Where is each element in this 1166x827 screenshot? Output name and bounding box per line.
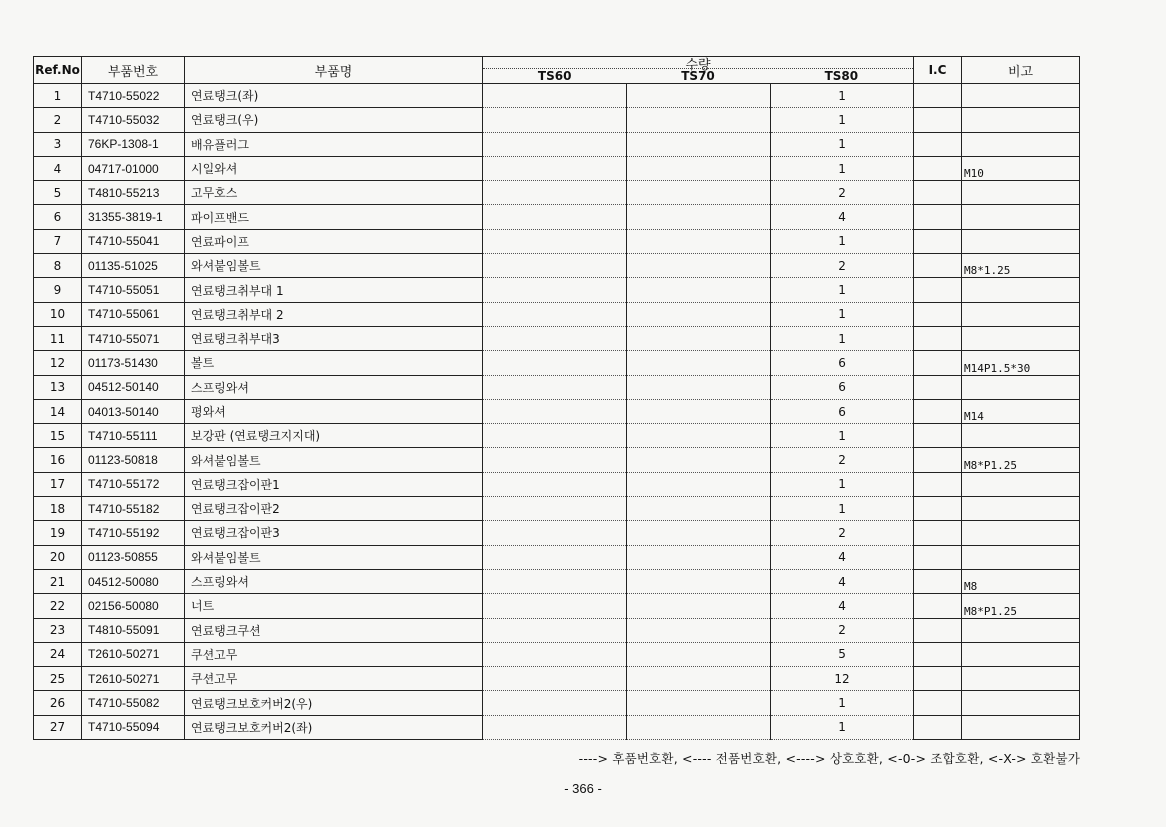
qty-ts60-cell xyxy=(483,84,627,108)
ref-cell: 21 xyxy=(34,569,82,593)
part-number-cell: 01123-50818 xyxy=(82,448,185,472)
header-model-ts60: TS60 xyxy=(537,69,572,83)
qty-ts80-cell: 1 xyxy=(771,156,914,180)
table-row xyxy=(34,326,1080,350)
qty-ts70-cell xyxy=(627,84,771,108)
ic-cell xyxy=(914,594,962,618)
part-number-cell: T2610-50271 xyxy=(82,667,185,691)
qty-ts80-cell: 1 xyxy=(771,326,914,350)
qty-ts80-cell: 6 xyxy=(771,375,914,399)
qty-ts60-cell xyxy=(483,229,627,253)
note-cell xyxy=(962,472,1080,496)
header-note: 비고 xyxy=(962,57,1080,84)
part-name-cell: 스프링와셔 xyxy=(185,375,483,399)
table-row xyxy=(34,229,1080,253)
qty-ts80-cell: 1 xyxy=(771,108,914,132)
qty-ts80-cell: 4 xyxy=(771,545,914,569)
table-row xyxy=(34,399,1080,423)
qty-ts70-cell xyxy=(627,545,771,569)
qty-ts70-cell xyxy=(627,691,771,715)
ic-cell xyxy=(914,399,962,423)
ic-cell xyxy=(914,351,962,375)
note-cell xyxy=(962,618,1080,642)
note-cell xyxy=(962,424,1080,448)
qty-ts60-cell xyxy=(483,497,627,521)
part-number-cell: 01123-50855 xyxy=(82,545,185,569)
qty-ts80-cell: 5 xyxy=(771,642,914,666)
note-cell xyxy=(962,132,1080,156)
ref-cell: 6 xyxy=(34,205,82,229)
header-quantity-label: 수량 xyxy=(685,58,711,73)
note-cell xyxy=(962,181,1080,205)
ref-cell: 8 xyxy=(34,254,82,278)
ref-cell: 18 xyxy=(34,497,82,521)
note-cell xyxy=(962,545,1080,569)
qty-ts60-cell xyxy=(483,326,627,350)
page-number: - 366 - xyxy=(564,781,602,796)
ic-cell xyxy=(914,156,962,180)
part-number-cell: T4710-55192 xyxy=(82,521,185,545)
note-cell xyxy=(962,302,1080,326)
ic-cell xyxy=(914,205,962,229)
part-number-cell: T4710-55061 xyxy=(82,302,185,326)
part-name-cell: 시일와셔 xyxy=(185,156,483,180)
ic-cell xyxy=(914,545,962,569)
ref-cell: 25 xyxy=(34,667,82,691)
part-name-cell: 연료탱크보호커버2(좌) xyxy=(185,715,483,739)
qty-ts60-cell xyxy=(483,448,627,472)
ref-cell: 17 xyxy=(34,472,82,496)
part-name-cell: 연료탱크잡이판3 xyxy=(185,521,483,545)
part-number-cell: T4710-55032 xyxy=(82,108,185,132)
table-row xyxy=(34,132,1080,156)
qty-ts60-cell xyxy=(483,545,627,569)
qty-ts80-cell: 6 xyxy=(771,399,914,423)
ref-cell: 27 xyxy=(34,715,82,739)
ref-cell: 10 xyxy=(34,302,82,326)
qty-ts60-cell xyxy=(483,375,627,399)
interchange-legend: ----> 후품번호환, <---- 전품번호환, <----> 상호호환, <-0-> 조합호환, <-X-> 호환불가 xyxy=(578,751,1080,766)
ic-cell xyxy=(914,497,962,521)
part-name-cell: 와셔붙임볼트 xyxy=(185,448,483,472)
qty-ts60-cell xyxy=(483,254,627,278)
table-row xyxy=(34,84,1080,108)
qty-ts70-cell xyxy=(627,521,771,545)
part-name-cell: 와셔붙임볼트 xyxy=(185,545,483,569)
part-name-cell: 파이프밴드 xyxy=(185,205,483,229)
header-part-no: 부품번호 xyxy=(82,57,185,84)
qty-ts70-cell xyxy=(627,448,771,472)
ref-cell: 9 xyxy=(34,278,82,302)
part-number-cell: T4810-55091 xyxy=(82,618,185,642)
part-number-cell: T4710-55111 xyxy=(82,424,185,448)
note-cell xyxy=(962,326,1080,350)
ic-cell xyxy=(914,642,962,666)
part-name-cell: 연료탱크(우) xyxy=(185,108,483,132)
qty-ts60-cell xyxy=(483,667,627,691)
qty-ts70-cell xyxy=(627,424,771,448)
note-cell xyxy=(962,497,1080,521)
part-name-cell: 연료탱크취부대 1 xyxy=(185,278,483,302)
ref-cell: 16 xyxy=(34,448,82,472)
part-name-cell: 고무호스 xyxy=(185,181,483,205)
qty-ts60-cell xyxy=(483,424,627,448)
qty-ts70-cell xyxy=(627,618,771,642)
qty-ts70-cell xyxy=(627,205,771,229)
table-row xyxy=(34,472,1080,496)
ref-cell: 14 xyxy=(34,399,82,423)
part-number-cell: 01173-51430 xyxy=(82,351,185,375)
part-number-cell: T4710-55172 xyxy=(82,472,185,496)
qty-ts70-cell xyxy=(627,472,771,496)
qty-ts60-cell xyxy=(483,351,627,375)
qty-ts70-cell xyxy=(627,254,771,278)
ic-cell xyxy=(914,569,962,593)
part-name-cell: 연료탱크(좌) xyxy=(185,84,483,108)
part-number-cell: 04013-50140 xyxy=(82,399,185,423)
note-cell xyxy=(962,108,1080,132)
qty-ts80-cell: 1 xyxy=(771,497,914,521)
qty-ts60-cell xyxy=(483,521,627,545)
qty-ts80-cell: 1 xyxy=(771,691,914,715)
table-row xyxy=(34,254,1080,278)
parts-table xyxy=(33,56,1080,740)
table-row xyxy=(34,424,1080,448)
table-row xyxy=(34,108,1080,132)
qty-ts80-cell: 4 xyxy=(771,594,914,618)
note-cell: M8*P1.25 xyxy=(962,594,1080,618)
qty-ts70-cell xyxy=(627,278,771,302)
table-row xyxy=(34,667,1080,691)
ref-cell: 19 xyxy=(34,521,82,545)
qty-ts80-cell: 1 xyxy=(771,424,914,448)
qty-ts60-cell xyxy=(483,569,627,593)
note-cell xyxy=(962,642,1080,666)
qty-ts70-cell xyxy=(627,156,771,180)
note-cell: M14 xyxy=(962,399,1080,423)
table-row xyxy=(34,691,1080,715)
part-name-cell: 볼트 xyxy=(185,351,483,375)
table-row xyxy=(34,497,1080,521)
part-name-cell: 연료탱크보호커버2(우) xyxy=(185,691,483,715)
header-ic: I.C xyxy=(914,57,962,84)
qty-ts70-cell xyxy=(627,569,771,593)
note-cell: M8 xyxy=(962,569,1080,593)
part-number-cell: 04512-50140 xyxy=(82,375,185,399)
ref-cell: 20 xyxy=(34,545,82,569)
table-row xyxy=(34,545,1080,569)
table-row xyxy=(34,302,1080,326)
qty-ts80-cell: 1 xyxy=(771,132,914,156)
part-number-cell: 31355-3819-1 xyxy=(82,205,185,229)
part-number-cell: T4810-55213 xyxy=(82,181,185,205)
note-cell xyxy=(962,691,1080,715)
table-row xyxy=(34,278,1080,302)
ic-cell xyxy=(914,108,962,132)
part-number-cell: T2610-50271 xyxy=(82,642,185,666)
ic-cell xyxy=(914,618,962,642)
part-number-cell: T4710-55041 xyxy=(82,229,185,253)
qty-ts70-cell xyxy=(627,326,771,350)
note-cell xyxy=(962,229,1080,253)
qty-ts60-cell xyxy=(483,715,627,739)
qty-ts70-cell xyxy=(627,229,771,253)
ic-cell xyxy=(914,691,962,715)
part-name-cell: 연료탱크잡이판2 xyxy=(185,497,483,521)
ref-cell: 24 xyxy=(34,642,82,666)
qty-ts60-cell xyxy=(483,181,627,205)
qty-ts60-cell xyxy=(483,472,627,496)
qty-ts80-cell: 2 xyxy=(771,618,914,642)
part-name-cell: 보강판 (연료탱크지지대) xyxy=(185,424,483,448)
qty-ts60-cell xyxy=(483,278,627,302)
note-cell xyxy=(962,521,1080,545)
qty-ts60-cell xyxy=(483,132,627,156)
ic-cell xyxy=(914,132,962,156)
part-number-cell: 76KP-1308-1 xyxy=(82,132,185,156)
ref-cell: 5 xyxy=(34,181,82,205)
part-number-cell: 01135-51025 xyxy=(82,254,185,278)
qty-ts70-cell xyxy=(627,181,771,205)
header-model-ts70: TS70 xyxy=(681,69,715,83)
part-number-cell: 04512-50080 xyxy=(82,569,185,593)
qty-ts70-cell xyxy=(627,375,771,399)
ic-cell xyxy=(914,254,962,278)
ref-cell: 3 xyxy=(34,132,82,156)
table-row xyxy=(34,642,1080,666)
ref-cell: 13 xyxy=(34,375,82,399)
part-name-cell: 너트 xyxy=(185,594,483,618)
ic-cell xyxy=(914,472,962,496)
ref-cell: 12 xyxy=(34,351,82,375)
qty-ts80-cell: 2 xyxy=(771,521,914,545)
qty-ts60-cell xyxy=(483,108,627,132)
table-row xyxy=(34,156,1080,180)
ic-cell xyxy=(914,229,962,253)
part-name-cell: 배유플러그 xyxy=(185,132,483,156)
qty-ts80-cell: 1 xyxy=(771,302,914,326)
qty-ts60-cell xyxy=(483,642,627,666)
note-cell xyxy=(962,84,1080,108)
qty-ts80-cell: 2 xyxy=(771,448,914,472)
ref-cell: 23 xyxy=(34,618,82,642)
qty-ts80-cell: 2 xyxy=(771,181,914,205)
ic-cell xyxy=(914,375,962,399)
part-number-cell: T4710-55182 xyxy=(82,497,185,521)
header-quantity xyxy=(483,57,914,84)
part-name-cell: 스프링와셔 xyxy=(185,569,483,593)
ic-cell xyxy=(914,302,962,326)
ic-cell xyxy=(914,715,962,739)
qty-ts80-cell: 4 xyxy=(771,205,914,229)
qty-ts60-cell xyxy=(483,594,627,618)
ic-cell xyxy=(914,521,962,545)
part-number-cell: T4710-55022 xyxy=(82,84,185,108)
qty-ts80-cell: 1 xyxy=(771,84,914,108)
ic-cell xyxy=(914,667,962,691)
part-number-cell: T4710-55051 xyxy=(82,278,185,302)
qty-ts80-cell: 1 xyxy=(771,229,914,253)
qty-ts60-cell xyxy=(483,156,627,180)
note-cell: M8*1.25 xyxy=(962,254,1080,278)
ref-cell: 7 xyxy=(34,229,82,253)
qty-ts80-cell: 2 xyxy=(771,254,914,278)
note-cell: M10 xyxy=(962,156,1080,180)
qty-ts80-cell: 1 xyxy=(771,715,914,739)
part-name-cell: 쿠션고무 xyxy=(185,667,483,691)
qty-ts60-cell xyxy=(483,205,627,229)
qty-ts70-cell xyxy=(627,302,771,326)
ref-cell: 1 xyxy=(34,84,82,108)
note-cell: M8*P1.25 xyxy=(962,448,1080,472)
table-row xyxy=(34,448,1080,472)
note-cell: M14P1.5*30 xyxy=(962,351,1080,375)
ref-cell: 2 xyxy=(34,108,82,132)
part-name-cell: 연료탱크취부대3 xyxy=(185,326,483,350)
table-row xyxy=(34,375,1080,399)
qty-ts80-cell: 4 xyxy=(771,569,914,593)
part-name-cell: 연료파이프 xyxy=(185,229,483,253)
qty-ts70-cell xyxy=(627,642,771,666)
qty-ts80-cell: 12 xyxy=(771,667,914,691)
part-number-cell: 02156-50080 xyxy=(82,594,185,618)
header-ref-no: Ref.No xyxy=(34,57,82,84)
header-part-name: 부품명 xyxy=(185,57,483,84)
qty-ts70-cell xyxy=(627,667,771,691)
table-row xyxy=(34,715,1080,739)
ic-cell xyxy=(914,424,962,448)
qty-ts60-cell xyxy=(483,618,627,642)
ic-cell xyxy=(914,326,962,350)
ic-cell xyxy=(914,84,962,108)
part-name-cell: 연료탱크쿠션 xyxy=(185,618,483,642)
ref-cell: 26 xyxy=(34,691,82,715)
part-number-cell: T4710-55082 xyxy=(82,691,185,715)
table-row xyxy=(34,351,1080,375)
header-model-ts80: TS80 xyxy=(824,69,859,83)
qty-ts70-cell xyxy=(627,108,771,132)
qty-ts70-cell xyxy=(627,351,771,375)
qty-ts80-cell: 1 xyxy=(771,278,914,302)
ref-cell: 15 xyxy=(34,424,82,448)
ref-cell: 4 xyxy=(34,156,82,180)
part-number-cell: 04717-01000 xyxy=(82,156,185,180)
table-row xyxy=(34,618,1080,642)
part-number-cell: T4710-55071 xyxy=(82,326,185,350)
qty-ts80-cell: 1 xyxy=(771,472,914,496)
qty-ts70-cell xyxy=(627,132,771,156)
part-name-cell: 쿠션고무 xyxy=(185,642,483,666)
qty-ts60-cell xyxy=(483,691,627,715)
qty-ts60-cell xyxy=(483,399,627,423)
part-name-cell: 연료탱크잡이판1 xyxy=(185,472,483,496)
table-row xyxy=(34,569,1080,593)
table-row xyxy=(34,594,1080,618)
qty-ts70-cell xyxy=(627,715,771,739)
qty-ts60-cell xyxy=(483,302,627,326)
table-row xyxy=(34,521,1080,545)
note-cell xyxy=(962,278,1080,302)
ic-cell xyxy=(914,448,962,472)
part-number-cell: T4710-55094 xyxy=(82,715,185,739)
table-row xyxy=(34,205,1080,229)
note-cell xyxy=(962,205,1080,229)
part-name-cell: 와셔붙임볼트 xyxy=(185,254,483,278)
note-cell xyxy=(962,375,1080,399)
table-row xyxy=(34,181,1080,205)
ic-cell xyxy=(914,181,962,205)
part-name-cell: 평와셔 xyxy=(185,399,483,423)
table-header-row xyxy=(34,57,1080,84)
ic-cell xyxy=(914,278,962,302)
qty-ts80-cell: 6 xyxy=(771,351,914,375)
ref-cell: 22 xyxy=(34,594,82,618)
part-name-cell: 연료탱크취부대 2 xyxy=(185,302,483,326)
note-cell xyxy=(962,667,1080,691)
ref-cell: 11 xyxy=(34,326,82,350)
qty-ts70-cell xyxy=(627,399,771,423)
qty-ts70-cell xyxy=(627,497,771,521)
qty-ts70-cell xyxy=(627,594,771,618)
note-cell xyxy=(962,715,1080,739)
